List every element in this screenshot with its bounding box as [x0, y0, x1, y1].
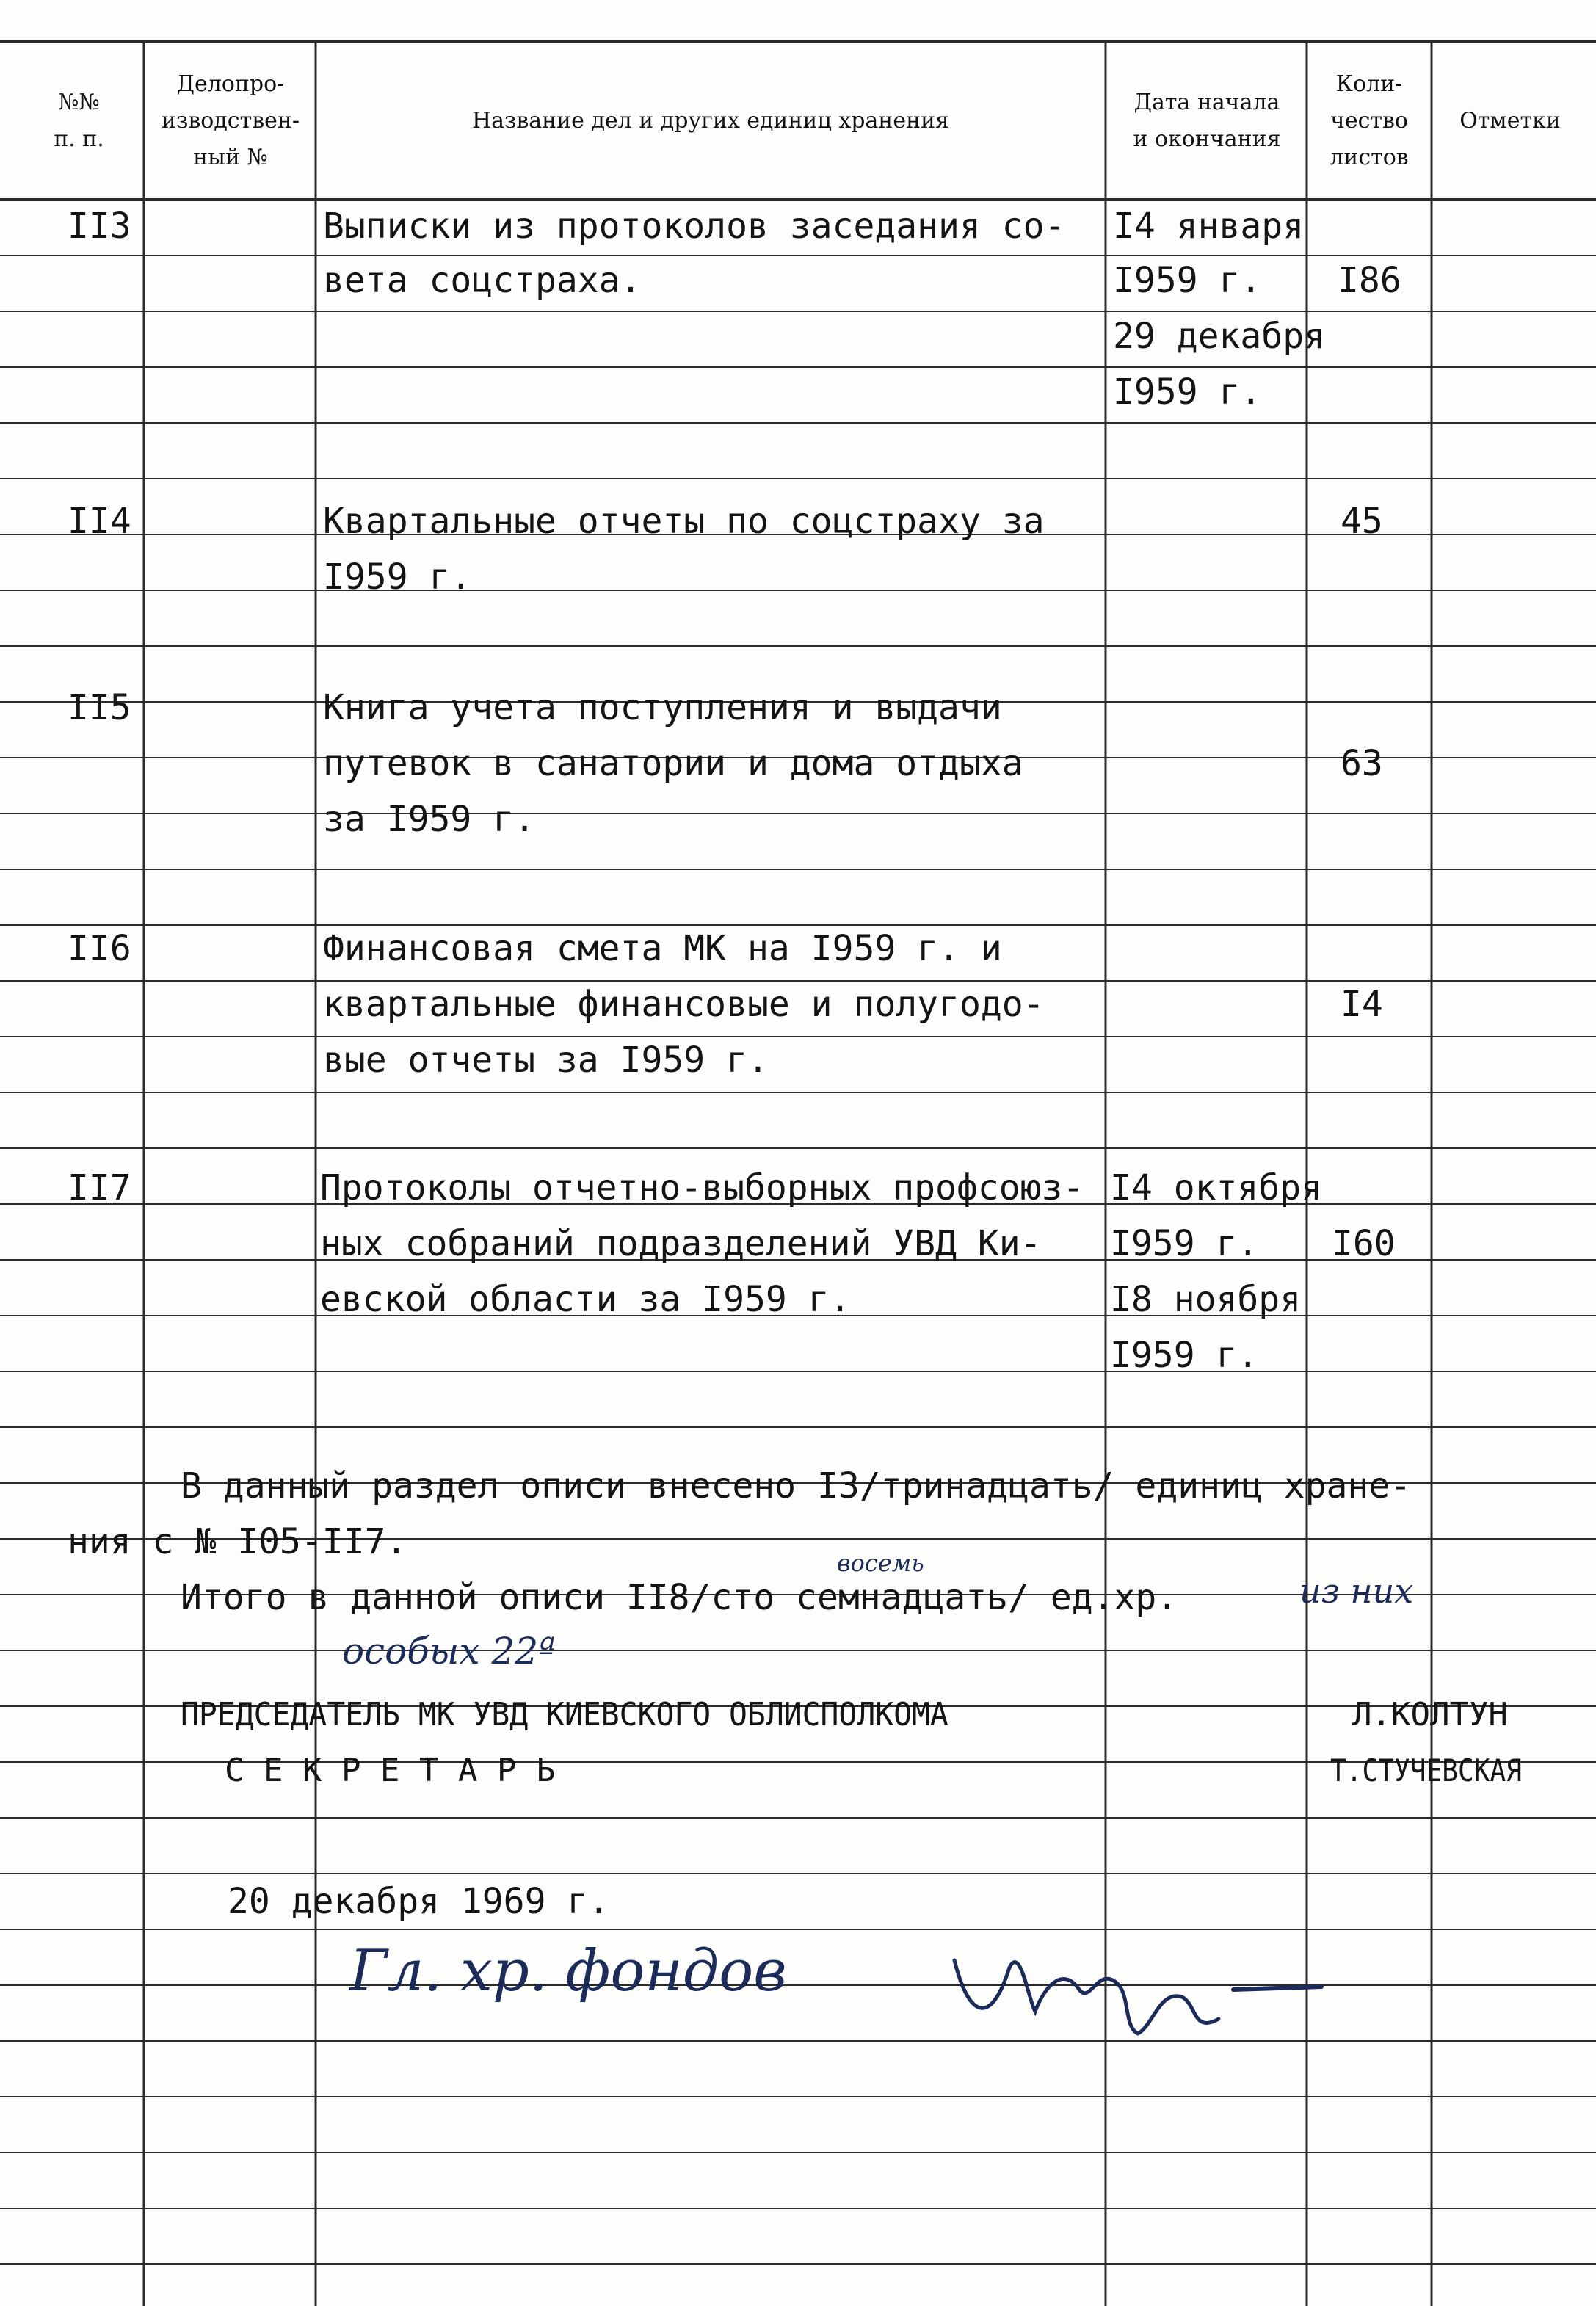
entry-title-line: Протоколы отчетно-выборных профсоюз- — [320, 1167, 1084, 1208]
entry-title-line: ных собраний подразделений УВД Ки- — [320, 1223, 1042, 1264]
header-sheets: Коли- чество листов — [1330, 71, 1409, 170]
entry-title-line: Книга учета поступления и выдачи — [323, 687, 1002, 728]
entry-title-line: путевок в санатории и дома отдыха — [323, 743, 1023, 784]
document-date: 20 декабря 1969 г. — [228, 1881, 610, 1922]
entry-sheets: 45 — [1341, 501, 1383, 542]
header-notes: Отметки — [1459, 108, 1561, 134]
summary-line: В данный раздел описи внесено I3/тринадцать/ единиц хране- — [181, 1465, 1412, 1506]
chair-title: ПРЕДСЕДАТЕЛЬ МК УВД КИЕВСКОГО ОБЛИСПОЛКОМА — [181, 1696, 948, 1733]
entry-title-line: I959 г. — [323, 556, 472, 598]
header-office-number: Делопро- изводствен- ный № — [162, 71, 300, 170]
entry-date-line: I4 октября — [1110, 1167, 1322, 1208]
signature-scribble — [940, 1938, 1351, 2048]
entry-number: II5 — [68, 687, 131, 728]
entry-date-line: 29 декабря — [1113, 316, 1325, 357]
summary-total-line: Итого в данной описи II8/сто семнадцать/ ед.хр. — [181, 1577, 1178, 1618]
handwritten-signature-label: Гл. хр. фондов — [349, 1938, 787, 2004]
entry-number: II6 — [68, 928, 131, 969]
entry-date-line: I4 января — [1113, 206, 1305, 247]
entry-title-line: за I959 г. — [323, 799, 535, 840]
entry-sheets: I60 — [1332, 1223, 1396, 1264]
entry-title-line: Квартальные отчеты по соцстраху за — [323, 501, 1045, 542]
entry-title-line: вые отчеты за I959 г. — [323, 1040, 769, 1081]
entry-sheets: I4 — [1341, 984, 1383, 1025]
entry-date-line: I959 г. — [1113, 260, 1262, 301]
entry-date-line: I959 г. — [1113, 371, 1262, 413]
entry-sheets: I86 — [1338, 260, 1401, 301]
entry-title-line: квартальные финансовые и полугодо- — [323, 984, 1045, 1025]
entry-date-line: I959 г. — [1110, 1335, 1259, 1376]
chair-name: Л.КОЛТУН — [1352, 1696, 1508, 1733]
entry-sheets: 63 — [1341, 743, 1383, 784]
entry-title-line: вета соцстраха. — [323, 260, 642, 301]
entry-title-line: евской области за I959 г. — [320, 1279, 851, 1320]
handwritten-note: особых 22ª — [342, 1630, 556, 1672]
handwritten-correction: восемь — [837, 1549, 924, 1577]
entry-date-line: I959 г. — [1110, 1223, 1259, 1264]
entry-number: II3 — [68, 206, 131, 247]
header-title: Название дел и других единиц хранения — [471, 108, 950, 134]
header-dates: Дата начала и окончания — [1133, 90, 1281, 152]
entry-title-line: Финансовая смета МК на I959 г. и — [323, 928, 1002, 969]
entry-date-line: I8 ноября — [1110, 1279, 1302, 1320]
summary-line: ния с № I05-II7. — [68, 1521, 407, 1562]
handwritten-note: из них — [1299, 1571, 1414, 1611]
secretary-name: Т.СТУЧЕВСКАЯ — [1330, 1752, 1522, 1788]
entry-number: II4 — [68, 501, 131, 542]
header-number: №№ п. п. — [54, 90, 104, 152]
entry-number: II7 — [68, 1167, 131, 1208]
secretary-title: С Е К Р Е Т А Р Ь — [225, 1752, 556, 1789]
entry-title-line: Выписки из протоколов заседания со- — [323, 206, 1066, 247]
